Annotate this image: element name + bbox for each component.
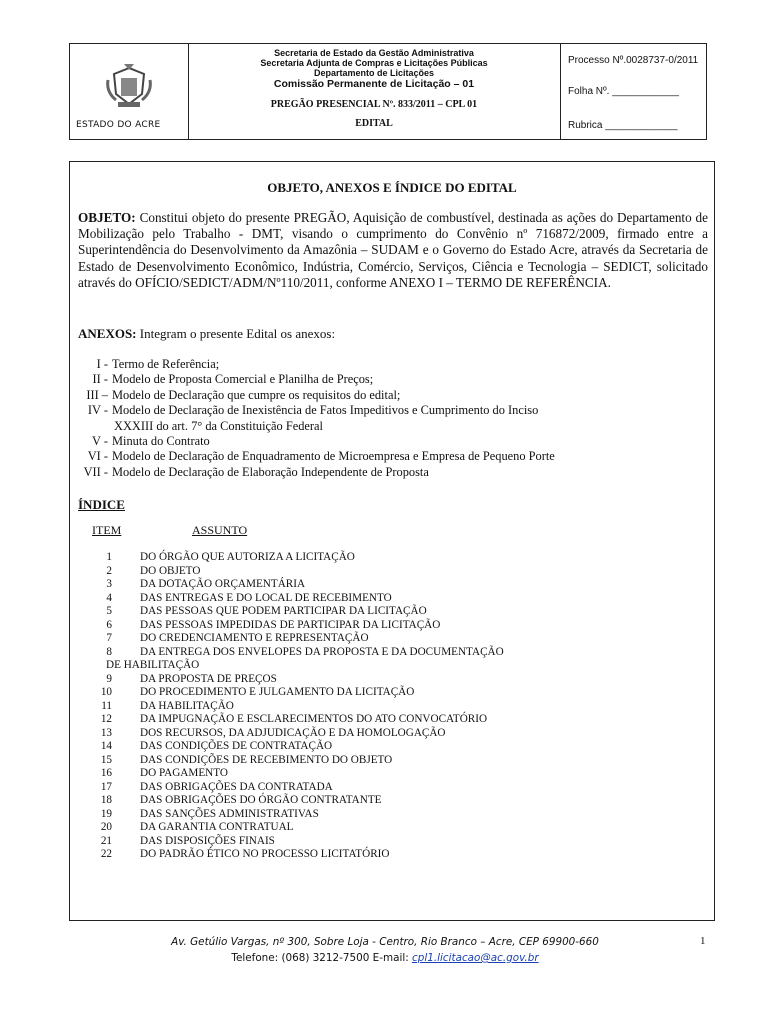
logo-cell xyxy=(70,44,189,139)
annex-item: VI - Modelo de Declaração de Enquadramento de Microempresa e Empresa de Pequeno Porte xyxy=(87,449,555,464)
footer-contact xyxy=(0,952,770,964)
annex-item: II - Modelo de Proposta Comercial e Planilha de Preços; xyxy=(92,372,374,387)
main-content-box xyxy=(69,161,715,921)
annex-list xyxy=(76,357,706,480)
index-row: 15 DAS CONDIÇÕES DE RECEBIMENTO DO OBJETO xyxy=(100,753,393,766)
objeto-paragraph xyxy=(78,210,708,291)
annex-item: IV - Modelo de Declaração de Inexistência de Fatos Impeditivos e Cumprimento do Inciso xyxy=(87,403,539,418)
header-right xyxy=(560,44,706,139)
index-row: 16 DO PAGAMENTO xyxy=(100,767,228,779)
index-row: 17 DAS OBRIGAÇÕES DA CONTRATADA xyxy=(100,780,333,793)
annex-item: V - Minuta do Contrato xyxy=(92,434,210,449)
column-header-assunto: ASSUNTO xyxy=(192,523,248,537)
section-title: OBJETO, ANEXOS E ÍNDICE DO EDITAL xyxy=(267,180,517,195)
page-number: 1 xyxy=(700,935,706,947)
index-row: 10 DO PROCEDIMENTO E JULGAMENTO DA LICITAÇÃO xyxy=(100,686,415,698)
comissao-line: Comissão Permanente de Licitação – 01 xyxy=(273,78,475,90)
index-row: 13 DOS RECURSOS, DA ADJUDICAÇÃO E DA HOMOLOGAÇÃO xyxy=(100,726,446,739)
index-row: 11 DA HABILITAÇÃO xyxy=(101,699,234,712)
index-row: 22 DO PADRÃO ÉTICO NO PROCESSO LICITATÓRIO xyxy=(100,848,390,860)
pregao-line: PREGÃO PRESENCIAL Nº. 833/2011 – CPL 01 xyxy=(270,99,478,110)
index-row: 4 DAS ENTREGAS E DO LOCAL DE RECEBIMENTO xyxy=(106,591,392,604)
folha-field: Folha Nº. ____________ xyxy=(568,86,679,97)
index-row: 6 DAS PESSOAS IMPEDIDAS DE PARTICIPAR DA LICITAÇÃO xyxy=(106,618,441,631)
annex-item: I - Termo de Referência; xyxy=(96,357,220,371)
indice-title: ÍNDICE xyxy=(78,497,125,512)
edital-line: EDITAL xyxy=(355,118,393,129)
index-row: 20 DA GARANTIA CONTRATUAL xyxy=(100,821,294,833)
index-row: 9 DA PROPOSTA DE PREÇOS xyxy=(106,672,277,685)
objeto-text: Constitui objeto do presente PREGÃO, Aquisição de combustível, destinada as ações do Departamento de Mobilização pelo Trabalho - DMT, visando o cumprimento do Convênio nº 716872/2009, firmado entre a Superintendência do Desenvolvimento da Amazônia – SUDAM e o Governo do Estado Acre, através da Secretaria de Estado de Desenvolvimento Econômico, Indústria, Comércio, Serviços, Ciência e Tecnologia – SEDICT, solicitado através do OFÍCIO/SEDICT/ADM/Nº110/2011, conforme ANEXO I – TERMO DE REFERÊNCIA. xyxy=(78,210,709,290)
processo-number: Processo Nº.0028737-0/2011 xyxy=(568,55,699,66)
footer-address: Av. Getúlio Vargas, nº 300, Sobre Loja - Centro, Rio Branco – Acre, CEP 69900-660 xyxy=(171,936,599,948)
index-list xyxy=(70,551,716,862)
anexos-text: Integram o presente Edital os anexos: xyxy=(139,326,336,341)
rubrica-field: Rubrica _____________ xyxy=(568,120,678,131)
annex-item-continuation: XXXIII do art. 7° da Constituição Federal xyxy=(114,418,324,433)
document-header xyxy=(69,43,707,140)
footer-email-link[interactable]: cpl1.licitacao@ac.gov.br xyxy=(412,952,539,964)
annex-item: III – Modelo de Declaração que cumpre os requisitos do edital; xyxy=(86,387,401,402)
index-row: 7 DO CREDENCIAMENTO E REPRESENTAÇÃO xyxy=(106,632,369,644)
index-row: 1 DO ÓRGÃO QUE AUTORIZA A LICITAÇÃO xyxy=(106,551,355,563)
annex-item: VII - Modelo de Declaração de Elaboração Independente de Proposta xyxy=(83,464,429,479)
secretaria-adjunta-line: Secretaria Adjunta de Compras e Licitações Públicas xyxy=(260,58,488,68)
index-row: 21 DAS DISPOSIÇÕES FINAIS xyxy=(100,834,275,847)
anexos-paragraph xyxy=(78,326,335,342)
index-row: 3 DA DOTAÇÃO ORÇAMENTÁRIA xyxy=(106,578,306,590)
index-row: 14 DAS CONDIÇÕES DE CONTRATAÇÃO xyxy=(100,740,333,752)
index-row: 5 DAS PESSOAS QUE PODEM PARTICIPAR DA LICITAÇÃO xyxy=(106,605,427,617)
index-row: 18 DAS OBRIGAÇÕES DO ÓRGÃO CONTRATANTE xyxy=(100,794,382,806)
departamento-line: Departamento de Licitações xyxy=(313,68,435,78)
header-center xyxy=(188,44,561,139)
index-row: 12 DA IMPUGNAÇÃO E ESCLARECIMENTOS DO ATO CONVOCATÓRIO xyxy=(100,713,488,725)
index-row: 2 DO OBJETO xyxy=(106,564,201,577)
index-row: 19 DAS SANÇÕES ADMINISTRATIVAS xyxy=(100,807,319,820)
index-row: 8 DA ENTREGA DOS ENVELOPES DA PROPOSTA E DA DOCUMENTAÇÃO xyxy=(106,645,504,658)
objeto-label: OBJETO: xyxy=(78,210,136,225)
column-header-item: ITEM xyxy=(92,523,122,537)
logo-label: ESTADO DO ACRE xyxy=(76,120,161,130)
anexos-label: ANEXOS: xyxy=(78,326,137,341)
footer-phone: Telefone: (068) 3212-7500 E-mail: xyxy=(231,952,409,964)
state-coat-of-arms-logo xyxy=(104,64,154,110)
index-row-continuation: DE HABILITAÇÃO xyxy=(106,659,200,671)
secretaria-line: Secretaria de Estado da Gestão Administrativa xyxy=(274,48,474,58)
